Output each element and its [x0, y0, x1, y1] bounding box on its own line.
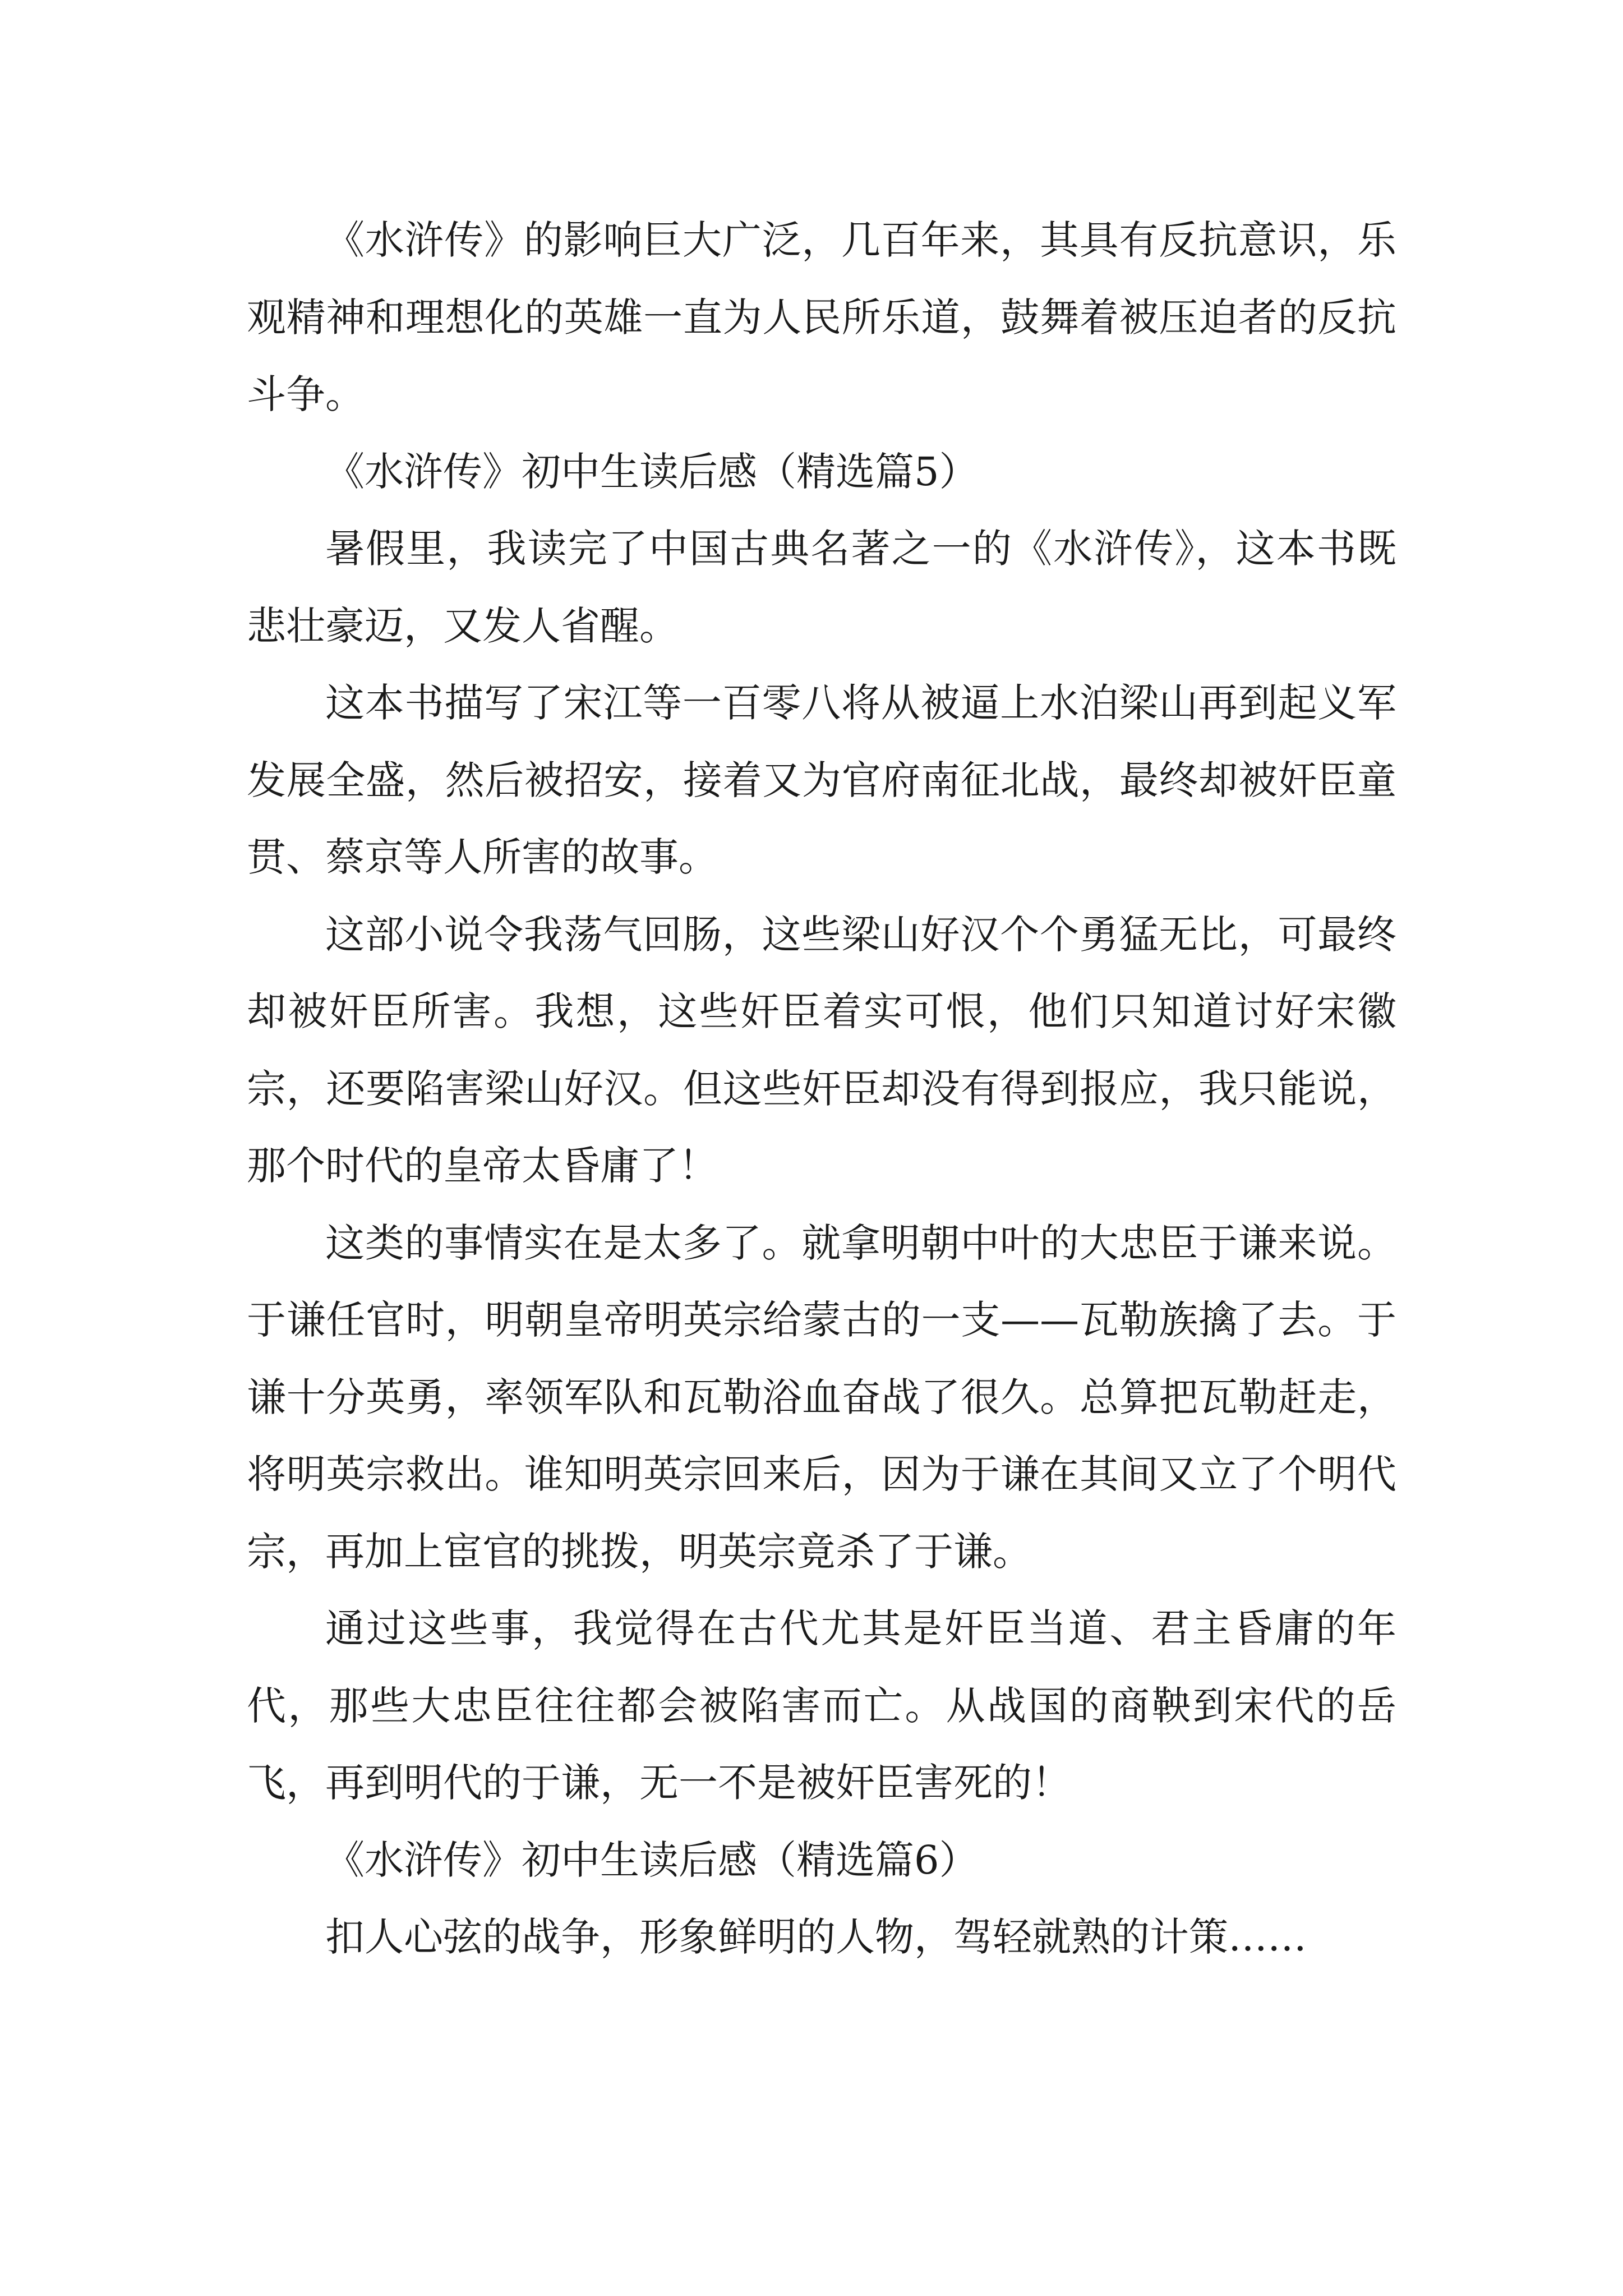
- paragraph-summer-reading: 暑假里，我读完了中国古典名著之一的《水浒传》，这本书既悲壮豪迈，又发人省醒。: [247, 526, 1396, 649]
- paragraph-book-plot: 这本书描写了宋江等一百零八将从被逼上水泊梁山再到起义军发展全盛，然后被招安，接着又为官府南征北战，最终却被奸臣童贯、蔡京等人所害的故事。: [247, 680, 1396, 880]
- section-heading-6: 《水浒传》初中生读后感（精选篇6）: [325, 1837, 979, 1883]
- paragraph-yu-qian: 这类的事情实在是太多了。就拿明朝中叶的大忠臣于谦来说。于谦任官时，明朝皇帝明英宗给蒙古的一支——瓦勒族擒了去。于谦十分英勇，率领军队和瓦勒浴血奋战了很久。总算把瓦勒赶走，将明英宗救出。谁知明英宗回来后，因为于谦在其间又立了个明代宗，再加上宦官的挑拨，明英宗竟杀了于谦。: [247, 1220, 1396, 1575]
- paragraph-conclusion: 通过这些事，我觉得在古代尤其是奸臣当道、君主昏庸的年代，那些大忠臣往往都会被陷害而亡。从战国的商鞅到宋代的岳飞，再到明代的于谦，无一不是被奸臣害死的！: [247, 1605, 1396, 1806]
- paragraph-reflection: 这部小说令我荡气回肠，这些梁山好汉个个勇猛无比，可最终却被奸臣所害。我想，这些奸臣着实可恨，他们只知道讨好宋徽宗，还要陷害梁山好汉。但这些奸臣却没有得到报应，我只能说，那个时代的皇帝太昏庸了！: [247, 911, 1396, 1189]
- section-heading-5: 《水浒传》初中生读后感（精选篇5）: [325, 448, 979, 495]
- paragraph-opening-6: 扣人心弦的战争，形象鲜明的人物，驾轻就熟的计策……: [325, 1914, 1307, 1960]
- paragraph-intro-summary: 《水浒传》的影响巨大广泛，几百年来，其具有反抗意识，乐观精神和理想化的英雄一直为人民所乐道，鼓舞着被压迫者的反抗斗争。: [247, 217, 1396, 417]
- document-page: [247, 202, 1396, 1976]
